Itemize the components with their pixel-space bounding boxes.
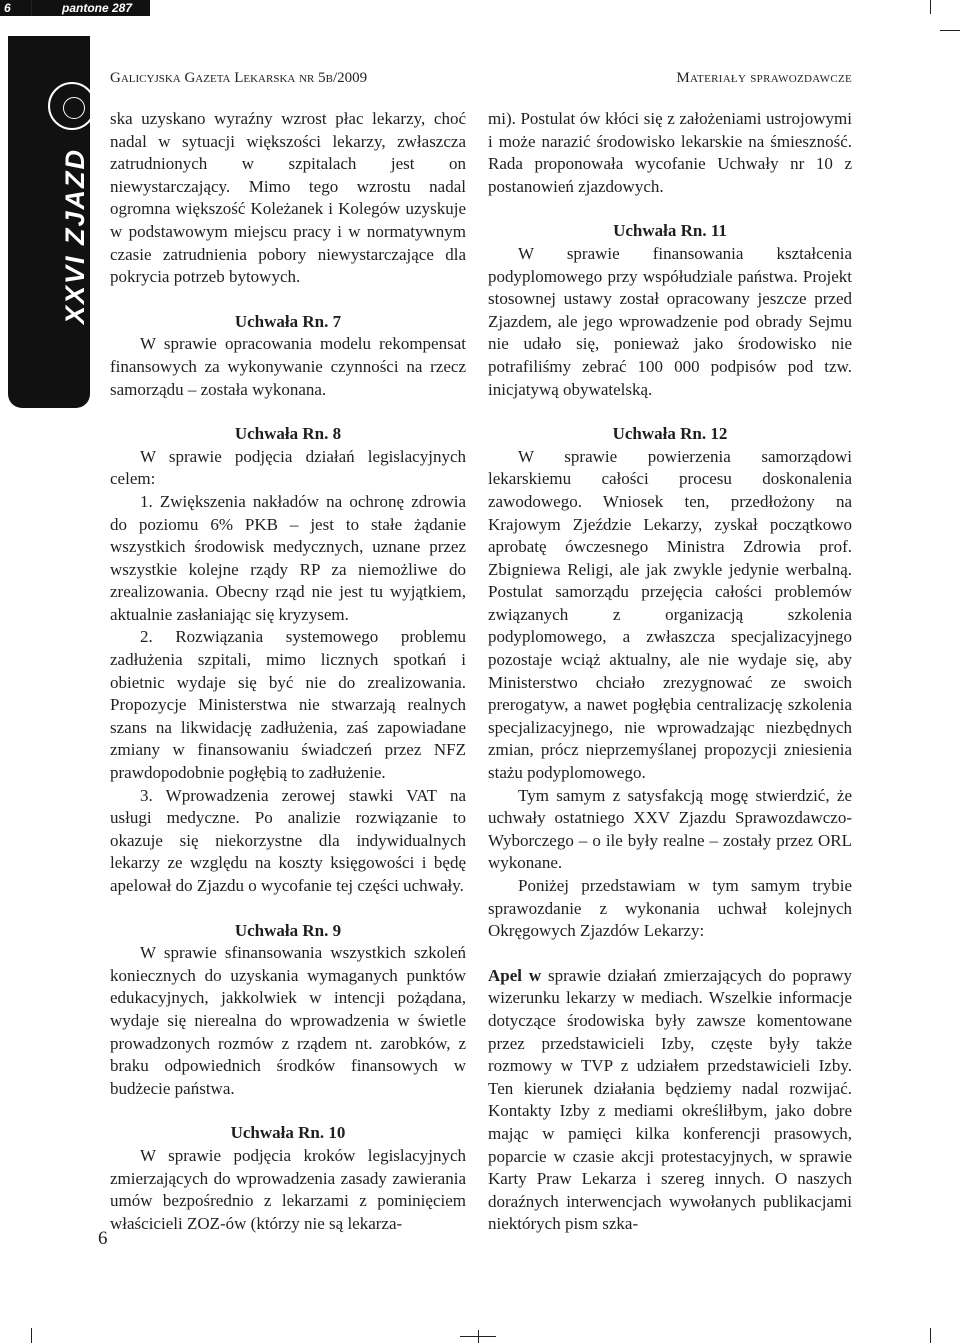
body-paragraph: ska uzyskano wyraźny wzrost płac lekarzy, choć nadal w sytuacji większości lekarzy, zwłaszcza zatrudnionych w szpitalach jest on niewystarczający. Mimo tego wzrostu nadal ogromna większość Koleżanek i Kolegów uzyskuje w podstawowym miejscu pracy i w normatywnym czasie zatrudnienia pobory niewystarczające dla pokrycia potrzeb bytowych. [110,109,466,287]
body-paragraph: W sprawie sfinansowania wszystkich szkoleń koniecznych do uzyskania wymaganych punktów edukacyjnych, jakkolwiek w intencji pożądana, wydaje się nierealna do wprowadzenia w świetle prowadzonych rozmów z rządem nt. zarobków, z braku odpowiednich środków finansowych w budżecie państwa. [110,943,466,1098]
right-column [488,108,852,1236]
print-color-bar [0,0,150,16]
section-tab-label: XXVI ZJAZD [60,147,90,324]
body-paragraph: W sprawie finansowania kształcenia podyplomowego przy współudziale państwa. Projekt stosownej ustawy został opracowany jeszcze przed Zjazdem, ale jego wprowadzenie pod obrady Sejmu nie udało się, ponieważ jako środowisko nie potrafiliśmy zebrać 100 000 podpisów pod tzw. inicjatywą obywatelską. [488,243,852,399]
page-number: 6 [98,1228,108,1249]
body-paragraph: Tym samym z satysfakcją mogę stwierdzić, że uchwały ostatniego XXV Zjazdu Sprawozdawczo-Wyborczego – o ile były realne – zostały przez ORL wykonane. [488,785,852,873]
body-paragraph: W sprawie podjęcia kroków legislacyjnych zmierzających do wprowadzenia zasady zawierania umów bezpośrednio z lekarzami z pominięciem właścicieli ZOZ-ów (którzy nie są lekarza- [110,1145,466,1233]
left-column [110,108,466,1235]
crop-mark [31,1328,32,1343]
body-paragraph: Poniżej przedstawiam w tym samym trybie sprawozdanie z wykonania uchwał kolejnych Okręgowych Zjazdów Lekarzy: [488,876,852,941]
chamber-seal-logo [48,82,96,130]
print-color-name: pantone 287 [62,1,133,15]
appeal-paragraph [488,965,852,1236]
appeal-text: sprawie działań zmierzających do poprawy wizerunku lekarzy w mediach. Wszelkie informacje dotyczące środowiska były zawsze komentowane przez przedstawicieli Izby, częste były także rozmowy w TVP z udziałem przedstawicieli Izby. Ten kierunek działania będziemy nadal rozwijać. Kontakty Izby z mediami określiłbym, jako dobre mając w pamięci kilka konferencji prasowych, poparcie w czasie akcji protestacyjnych, w sprawie Karty Praw Lekarza i szereg innych. O naszych doraźnych interwencjach wywołanych publikacjami niektórych pism szka- [488,965,852,1234]
resolution-heading: Uchwała Rn. 7 [234,311,342,331]
body-paragraph: W sprawie powierzenia samorządowi lekarskiemu całości procesu doskonalenia zawodowego. Wniosek ten, przedłożony na Krajowym Zjeździe Lekarzy, zyskał początkowo aprobatę ówczesnego Ministra Zdrowia prof. Zbigniewa Religi, ale jak zwykle jedynie werbalną. Postulat samorządu przejęcia całości problemów związanych z organizacją szkolenia podyplomowego, a zwłaszcza specjalizacyjnego pozostaje wciąż aktualny, ale nie wydaje się, aby Ministerstwo chciało zrezygnować ze swoich prerogatyw, a nawet pogłębia centralizację szkolenia specjalizacyjnego, nie wprowadzając niezbędnych zmian, prócz nieprzemyślanej propozycji zniesienia stażu podyplomowego. [488,446,852,783]
body-paragraph: 1. Zwiększenia nakładów na ochronę zdrowia do poziomu 6% PKB – jest to stałe żądanie wszystkich środowisk medycznych, uznane przez wszystkie kolejne rządy RP za niemożliwe do zrealizowania. Obecny rząd nie jest tu wyjątkiem, aktualnie zasłaniając się kryzysem. [110,491,466,624]
resolution-heading: Uchwała Rn. 11 [613,221,727,241]
body-paragraph: W sprawie opracowania modelu rekompensat finansowych za wykonywanie czynności na rzecz samorządu – została wykonana. [110,334,466,399]
body-paragraph: W sprawie podjęcia działań legislacyjnych celem: [110,446,466,489]
resolution-heading: Uchwała Rn. 12 [612,424,728,444]
resolution-heading: Uchwała Rn. 10 [230,1123,346,1143]
resolution-heading: Uchwała Rn. 8 [234,424,342,444]
body-paragraph: mi). Postulat ów kłóci się z założeniami ustrojowymi i może narazić środowisko lekarskie na śmieszność. Rada proponowała wycofanie Uchwały nr 10 z postanowień zjazdowych. [488,109,852,196]
crop-mark [930,0,931,14]
print-page-number: 6 [4,1,11,15]
crop-mark [930,1328,931,1343]
body-paragraph: 2. Rozwiązania systemowego problemu zadłużenia szpitali, mimo licznych spotkań i obietnic wydaje się być nie do zrealizowania. Propozycje Ministerstwa nie stwarzają realnych szans na likwidację zadłużenia, zaś zapowiadane zmiany w finansowaniu świadczeń przez NFZ prawdopodobnie pogłębią to zadłużenie. [110,627,466,783]
section-side-tab [8,36,90,408]
appeal-lead: Apel w [488,965,542,985]
section-title: Materiały sprawozdawcze [676,70,852,86]
journal-title: Galicyjska Gazeta Lekarska nr 5b/2009 [110,70,368,86]
seal-emblem [63,97,85,119]
crop-mark [940,30,960,31]
body-paragraph: 3. Wprowadzenia zerowej stawki VAT na usługi medyczne. Po analizie rozwiązanie to okazuje się niekorzystne dla indywidualnych lekarzy ze względu na koszty księgowości i będę apelował do Zjazdu o wycofanie tej części uchwały. [110,785,466,895]
resolution-heading: Uchwała Rn. 9 [234,920,342,940]
crop-mark [31,0,32,16]
crop-mark [460,1336,496,1337]
